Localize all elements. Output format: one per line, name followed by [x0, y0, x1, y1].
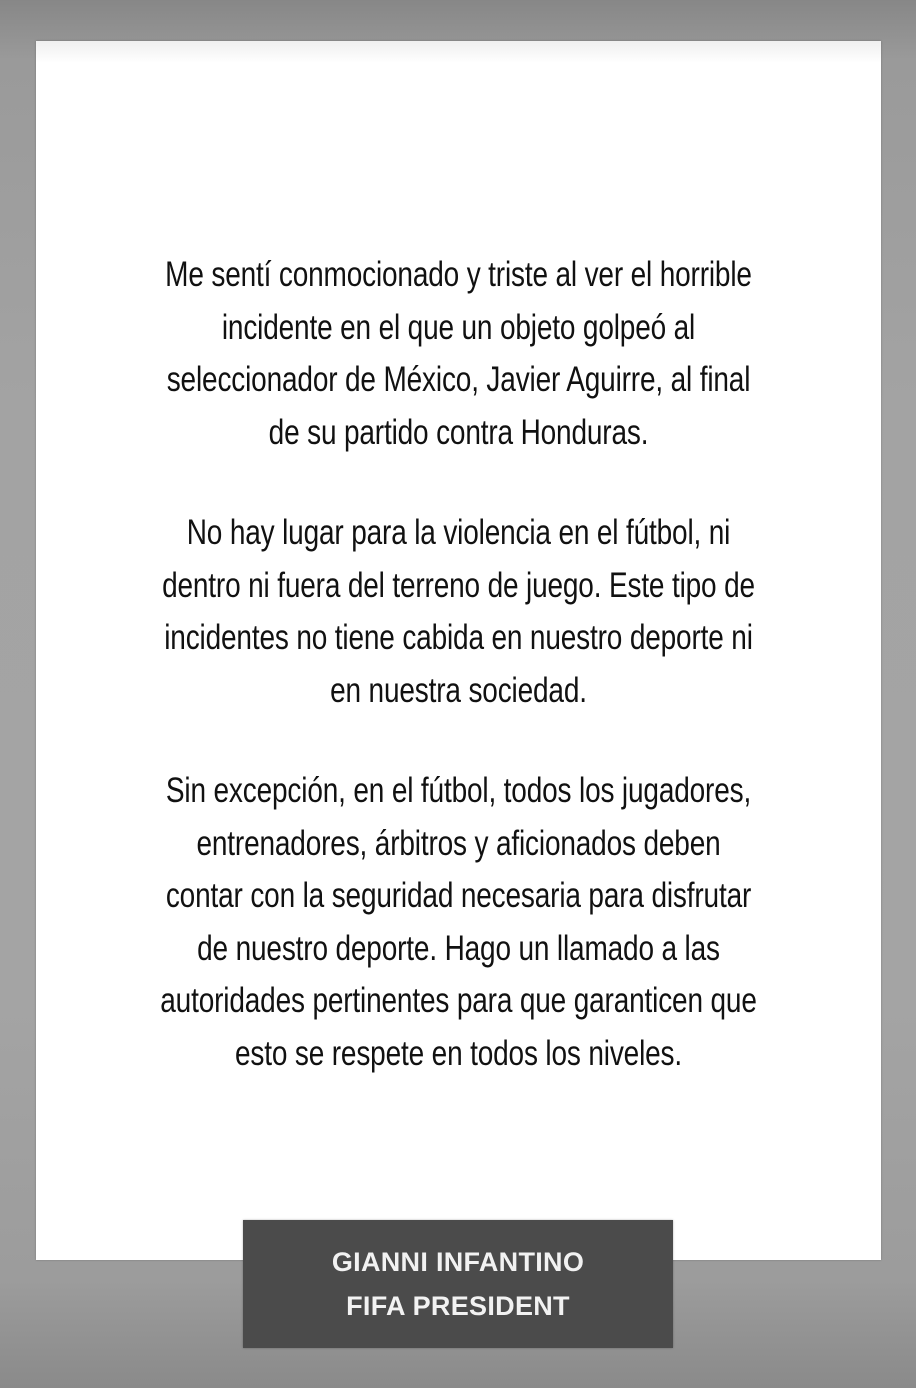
signature-name: GIANNI INFANTINO [331, 1247, 585, 1277]
paragraph-line: incidente en el que un objeto golpeó al [221, 307, 696, 347]
signature-title: FIFA PRESIDENT [346, 1291, 570, 1321]
paragraph-line: Me sentí conmocionado y triste al ver el horrible [165, 255, 752, 294]
statement-card [36, 41, 881, 1260]
paragraph-line: dentro ni fuera del terreno de juego. Este tipo de [162, 565, 755, 605]
paragraph-line: de nuestro deporte. Hago un llamado a las [197, 928, 720, 968]
paragraph-line: entrenadores, árbitros y aficionados deben [196, 823, 721, 863]
paragraph-line: esto se respete en todos los niveles. [234, 1033, 683, 1073]
paragraph-3 [121, 765, 797, 1080]
paragraph-1 [121, 249, 797, 459]
paragraph-2 [121, 507, 797, 717]
paragraph-line: incidentes no tiene cabida en nuestro deporte ni [164, 618, 753, 657]
paragraph-line: autoridades pertinentes para que garanticen que [160, 981, 757, 1020]
signature-box [243, 1220, 673, 1348]
paragraph-line: No hay lugar para la violencia en el fútbol, ni [186, 513, 731, 552]
paragraph-line: Sin excepción, en el fútbol, todos los jugadores, [165, 771, 752, 810]
statement-body [36, 249, 881, 1128]
paragraph-line: seleccionador de México, Javier Aguirre, al final [166, 360, 751, 399]
paragraph-line: en nuestra sociedad. [330, 670, 587, 710]
paragraph-line: contar con la seguridad necesaria para disfrutar [165, 876, 752, 915]
paragraph-line: de su partido contra Honduras. [268, 412, 649, 452]
